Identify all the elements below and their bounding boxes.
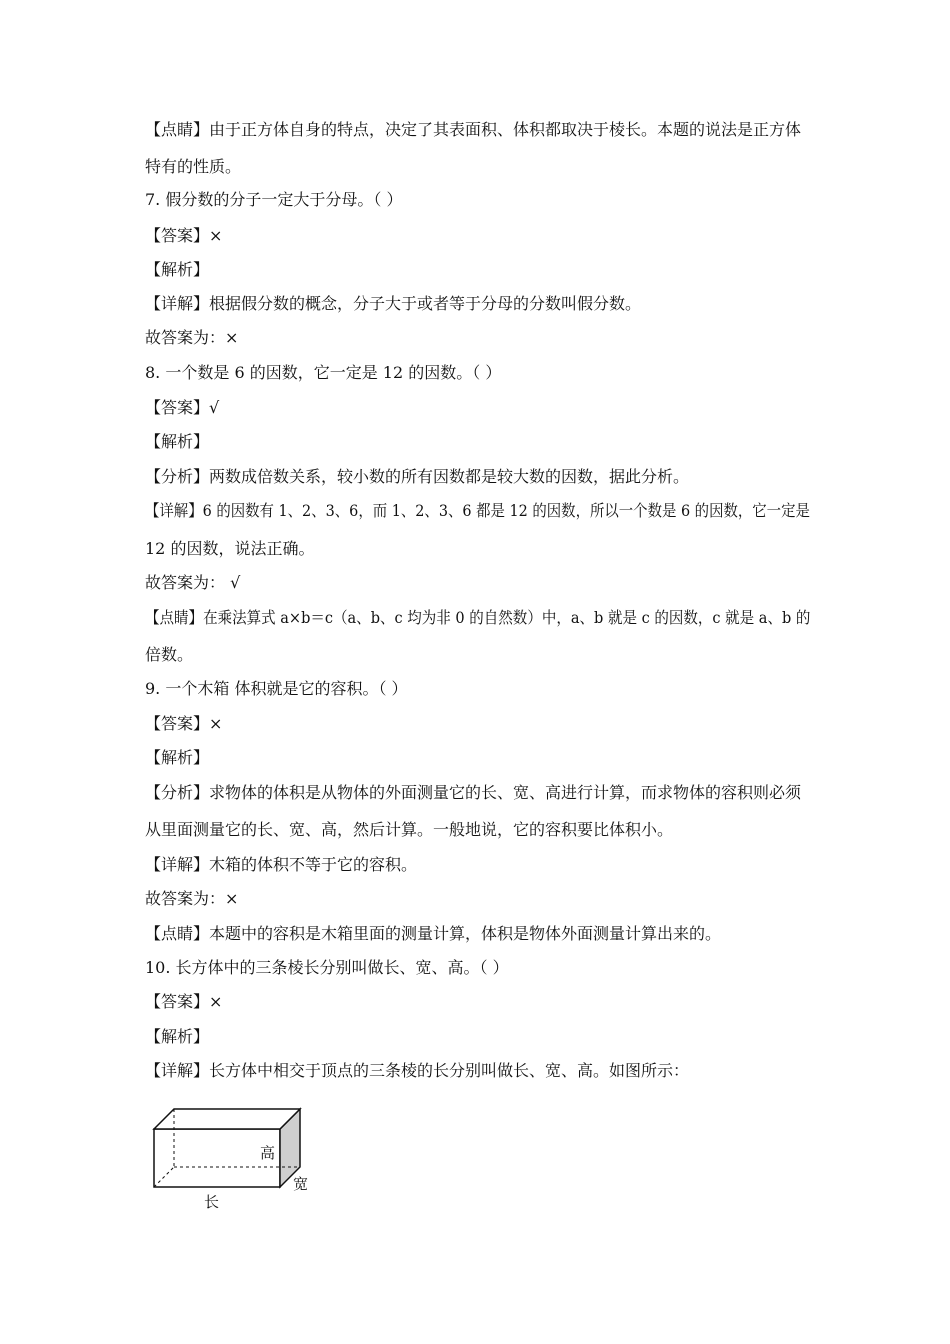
analysis-label: 【解析】 [145,260,210,279]
text-line: 【点睛】在乘法算式 a×b＝c（a、b、c 均为非 0 的自然数）中，a、b 就是 c 的因数，c 就是 a、b 的 [145,608,811,627]
label-length: 长 [204,1193,220,1211]
text-line: 【详解】6 的因数有 1、2、3、6，而 1、2、3、6 都是 12 的因数，所以一个数是 6 的因数，它一定是 [145,501,810,520]
text-line: 【点睛】由于正方体自身的特点，决定了其表面积、体积都取决于棱长。本题的说法是正方体 [145,120,802,139]
text-line: 【点睛】本题中的容积是木箱里面的测量计算，体积是物体外面测量计算出来的。 [145,924,722,943]
label-height: 高 [260,1144,276,1162]
text-line: 故答案为：× [145,889,239,908]
label-width: 宽 [293,1175,309,1193]
analysis-label: 【解析】 [145,748,210,767]
answer-label: 【答案】√ [145,398,220,417]
question-8: 8. 一个数是 6 的因数，它一定是 12 的因数。（ ） [145,363,502,382]
text-line: 12 的因数，说法正确。 [145,539,315,558]
answer-label: 【答案】× [145,714,223,733]
text-line: 【详解】长方体中相交于顶点的三条棱的长分别叫做长、宽、高。如图所示： [145,1061,690,1080]
cuboid-figure [148,1103,318,1213]
text-line: 特有的性质。 [145,157,242,176]
text-line: 故答案为：× [145,328,239,347]
answer-label: 【答案】× [145,992,223,1011]
analysis-label: 【解析】 [145,432,210,451]
answer-label: 【答案】× [145,226,223,245]
text-line: 【详解】根据假分数的概念，分子大于或者等于分母的分数叫假分数。 [145,294,642,313]
text-line: 【分析】求物体的体积是从物体的外面测量它的长、宽、高进行计算，而求物体的容积则必须 [145,783,802,802]
text-line: 【详解】木箱的体积不等于它的容积。 [145,855,418,874]
text-line: 从里面测量它的长、宽、高，然后计算。一般地说，它的容积要比体积小。 [145,820,674,839]
cuboid-top-face [154,1109,300,1129]
question-7: 7. 假分数的分子一定大于分母。（ ） [145,190,403,209]
text-line: 倍数。 [145,645,194,664]
question-10: 10. 长方体中的三条棱长分别叫做长、宽、高。（ ） [145,958,509,977]
text-line: 故答案为： √ [145,573,241,592]
text-line: 【分析】两数成倍数关系，较小数的所有因数都是较大数的因数，据此分析。 [145,467,690,486]
question-9: 9. 一个木箱 体积就是它的容积。（ ） [145,679,408,698]
analysis-label: 【解析】 [145,1027,210,1046]
